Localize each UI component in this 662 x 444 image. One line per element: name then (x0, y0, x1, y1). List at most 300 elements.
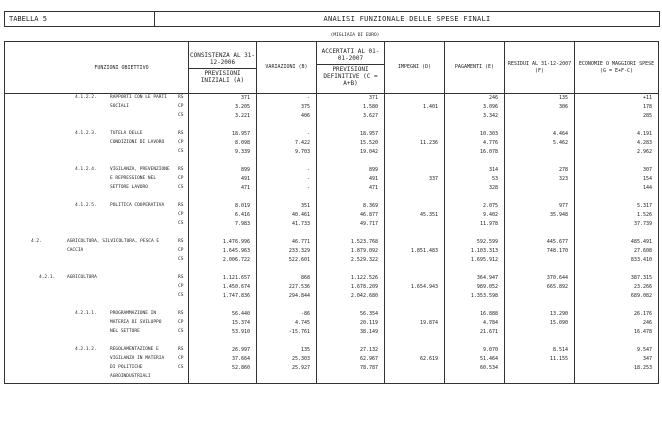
row-label-cell (5, 193, 189, 202)
value-col-c: 38.149 (317, 328, 385, 337)
value-col-a: 7.983 (189, 220, 257, 229)
value-col-e: 314 (445, 166, 505, 175)
row-description: TUTELA DELLE (110, 131, 143, 136)
value-col-b: - (257, 130, 317, 139)
table-row (5, 346, 659, 355)
value-col-b: 41.733 (257, 220, 317, 229)
value-col-c: 471 (317, 184, 385, 193)
value-col-g: 833.410 (575, 256, 659, 265)
value-col-e (445, 337, 505, 346)
value-col-a (189, 157, 257, 166)
value-col-d (385, 202, 445, 211)
value-col-c: 1.678.209 (317, 283, 385, 292)
value-col-a: 37.664 (189, 355, 257, 364)
value-col-b: 233.329 (257, 247, 317, 256)
value-col-a: 6.416 (189, 211, 257, 220)
value-col-f (505, 157, 575, 166)
value-col-d (385, 364, 445, 373)
value-col-b: 868 (257, 274, 317, 283)
value-col-c: 371 (317, 94, 385, 104)
row-subtype: CS (178, 329, 184, 334)
value-col-b (257, 121, 317, 130)
value-col-g: 387.315 (575, 274, 659, 283)
value-col-g: 485.491 (575, 238, 659, 247)
value-col-a (189, 193, 257, 202)
table-body (5, 94, 659, 384)
row-description: DI POLITICHE (110, 365, 143, 370)
value-col-c: 19.042 (317, 148, 385, 157)
value-col-d (385, 148, 445, 157)
value-col-d: 11.236 (385, 139, 445, 148)
header-col-a-bottom: PREVISIONI INIZIALI (A) (189, 68, 256, 84)
value-col-d (385, 337, 445, 346)
row-code: 4.1.2.5. (75, 203, 97, 208)
value-col-g: 27.608 (575, 247, 659, 256)
row-label-cell (5, 139, 189, 148)
value-col-g (575, 157, 659, 166)
value-col-f (505, 337, 575, 346)
row-description: SETTORE LAVORO (110, 185, 148, 190)
row-label-cell (5, 328, 189, 337)
row-label-cell (5, 337, 189, 346)
value-col-c (317, 301, 385, 310)
table-row (5, 220, 659, 229)
value-col-f: 977 (505, 202, 575, 211)
value-col-d (385, 373, 445, 384)
value-col-c: 8.369 (317, 202, 385, 211)
value-col-b: -86 (257, 310, 317, 319)
value-col-f (505, 220, 575, 229)
row-subtype: CP (178, 356, 184, 361)
value-col-e: 51.464 (445, 355, 505, 364)
value-col-d: 337 (385, 175, 445, 184)
table-title: ANALISI FUNZIONALE DELLE SPESE FINALI (323, 15, 491, 23)
value-col-c: 20.119 (317, 319, 385, 328)
row-description: RAPPORTI CON LE PARTI (110, 95, 167, 100)
value-col-d: 1.851.483 (385, 247, 445, 256)
table-row (5, 94, 659, 104)
table-row (5, 265, 659, 274)
table-row (5, 193, 659, 202)
value-col-d: 1.401 (385, 103, 445, 112)
value-col-e: 16.078 (445, 148, 505, 157)
row-subtype: CS (178, 185, 184, 190)
value-col-b: - (257, 184, 317, 193)
value-col-c: 62.967 (317, 355, 385, 364)
table-row (5, 292, 659, 301)
value-col-a (189, 229, 257, 238)
value-col-g: 307 (575, 166, 659, 175)
row-description: VIGILANZA, PREVENZIONE (110, 167, 170, 172)
table-row (5, 157, 659, 166)
value-col-d (385, 94, 445, 104)
value-col-f: 4.464 (505, 130, 575, 139)
table-row (5, 202, 659, 211)
value-col-d (385, 229, 445, 238)
value-col-a: 26.997 (189, 346, 257, 355)
value-col-c: 2.042.680 (317, 292, 385, 301)
value-col-g: 154 (575, 175, 659, 184)
value-col-f: 135 (505, 94, 575, 104)
value-col-c: 27.132 (317, 346, 385, 355)
row-label-cell (5, 247, 189, 256)
row-description: AGRICOLTURA, SILVICOLTURA, PESCA E (67, 239, 160, 244)
value-col-a: 1.747.836 (189, 292, 257, 301)
value-col-g: 4.283 (575, 139, 659, 148)
table-number: TABELLA 5 (5, 12, 155, 26)
row-description: REGOLAMENTAZIONE E (110, 347, 159, 352)
value-col-g: 347 (575, 355, 659, 364)
value-col-b (257, 373, 317, 384)
row-code: 4.1.2.2. (75, 95, 97, 100)
row-description: AGRICOLTURA (67, 275, 97, 280)
value-col-f: 13.290 (505, 310, 575, 319)
value-col-e (445, 121, 505, 130)
value-col-b: 375 (257, 103, 317, 112)
value-col-g: 23.266 (575, 283, 659, 292)
value-col-b: 227.536 (257, 283, 317, 292)
value-col-b: - (257, 94, 317, 104)
value-col-e (445, 229, 505, 238)
row-description: VIGILANZA IN MATERIA (110, 356, 165, 361)
value-col-g: 5.317 (575, 202, 659, 211)
row-code: 4.2. (31, 239, 42, 244)
value-col-d (385, 220, 445, 229)
row-subtype: RS (178, 311, 184, 316)
table-row (5, 211, 659, 220)
header-col-c-top: ACCERTATI AL 01-01-2007 (321, 48, 380, 62)
row-subtype: CS (178, 293, 184, 298)
value-col-b: 9.703 (257, 148, 317, 157)
value-col-f (505, 148, 575, 157)
row-description: SOCIALI (110, 104, 129, 109)
value-col-f (505, 364, 575, 373)
header-col-f: RESIDUI AL 31-12-2007 (F) (505, 42, 575, 94)
value-col-b: 351 (257, 202, 317, 211)
row-description: PROGRAMMAZIONE IN (110, 311, 157, 316)
value-col-a (189, 121, 257, 130)
header-col-c-bottom: PREVISIONI DEFINITIVE (C = A+B) (317, 64, 384, 87)
row-label-cell (5, 310, 189, 319)
value-col-e (445, 301, 505, 310)
table-row (5, 247, 659, 256)
row-subtype: CS (178, 257, 184, 262)
row-label-cell (5, 274, 189, 283)
row-subtype: CP (178, 212, 184, 217)
row-description: CACCIA (67, 248, 84, 253)
row-label-cell (5, 319, 189, 328)
value-col-g: 689.082 (575, 292, 659, 301)
value-col-b (257, 229, 317, 238)
value-col-d (385, 292, 445, 301)
row-description: E REPRESSIONE NEL (110, 176, 157, 181)
value-col-f (505, 121, 575, 130)
row-subtype: CP (178, 284, 184, 289)
table-row (5, 310, 659, 319)
value-col-b: 25.303 (257, 355, 317, 364)
value-col-g: 37.739 (575, 220, 659, 229)
row-label-cell (5, 211, 189, 220)
row-description: MATERIA DI SVILUPPO (110, 320, 162, 325)
row-subtype: CP (178, 140, 184, 145)
value-col-e: 364.947 (445, 274, 505, 283)
row-subtype: CP (178, 320, 184, 325)
value-col-c (317, 373, 385, 384)
value-col-a: 491 (189, 175, 257, 184)
value-col-g (575, 373, 659, 384)
value-col-f: 278 (505, 166, 575, 175)
row-label-cell (5, 184, 189, 193)
value-col-g: 246 (575, 319, 659, 328)
header-col-e: PAGAMENTI (E) (445, 42, 505, 94)
value-col-g (575, 337, 659, 346)
table-row (5, 319, 659, 328)
table-row (5, 139, 659, 148)
value-col-c: 1.580 (317, 103, 385, 112)
row-subtype: CS (178, 221, 184, 226)
value-col-d (385, 193, 445, 202)
row-label-cell (5, 364, 189, 373)
value-col-g (575, 229, 659, 238)
value-col-f (505, 301, 575, 310)
value-col-f: 15.090 (505, 319, 575, 328)
row-label-cell (5, 373, 189, 384)
value-col-e: 592.599 (445, 238, 505, 247)
value-col-b (257, 265, 317, 274)
value-col-e: 989.052 (445, 283, 505, 292)
value-col-d: 1.654.943 (385, 283, 445, 292)
value-col-a: 8.019 (189, 202, 257, 211)
row-subtype: RS (178, 239, 184, 244)
value-col-g (575, 301, 659, 310)
value-col-c: 46.877 (317, 211, 385, 220)
value-col-g: 16.478 (575, 328, 659, 337)
row-subtype: CP (178, 176, 184, 181)
value-col-b: - (257, 166, 317, 175)
value-col-a: 1.645.963 (189, 247, 257, 256)
header-col-a (189, 42, 257, 94)
table-row (5, 301, 659, 310)
value-col-g: 2.962 (575, 148, 659, 157)
value-col-d (385, 166, 445, 175)
value-col-d (385, 328, 445, 337)
header-col-g: ECONOMIE O MAGGIORI SPESE (G = E+F-C) (575, 42, 659, 94)
table-row (5, 229, 659, 238)
value-col-a: 8.098 (189, 139, 257, 148)
value-col-f (505, 256, 575, 265)
value-col-e: 9.402 (445, 211, 505, 220)
value-col-d (385, 112, 445, 121)
value-col-c: 1.523.768 (317, 238, 385, 247)
value-col-e: 53 (445, 175, 505, 184)
value-col-f (505, 265, 575, 274)
value-col-f: 665.892 (505, 283, 575, 292)
value-col-e: 3.096 (445, 103, 505, 112)
value-col-e: 4.776 (445, 139, 505, 148)
value-col-g: +11 (575, 94, 659, 104)
value-col-g: 1.526 (575, 211, 659, 220)
value-col-f: 306 (505, 103, 575, 112)
row-label-cell (5, 130, 189, 139)
value-col-b: 406 (257, 112, 317, 121)
row-subtype: RS (178, 347, 184, 352)
row-subtype: RS (178, 275, 184, 280)
row-label-cell (5, 94, 189, 104)
value-col-b: -15.761 (257, 328, 317, 337)
value-col-c: 15.520 (317, 139, 385, 148)
row-label-cell (5, 346, 189, 355)
table-row (5, 373, 659, 384)
value-col-e: 21.671 (445, 328, 505, 337)
value-col-a: 371 (189, 94, 257, 104)
unit-caption: (MIGLIAIA DI EURO) (330, 33, 380, 38)
value-col-e: 16.888 (445, 310, 505, 319)
value-col-g (575, 265, 659, 274)
value-col-a: 1.450.674 (189, 283, 257, 292)
header-col-d: IMPEGNI (D) (385, 42, 445, 94)
row-code: 4.1.2.3. (75, 131, 97, 136)
row-subtype: CS (178, 113, 184, 118)
row-subtype: CP (178, 104, 184, 109)
value-col-c: 899 (317, 166, 385, 175)
value-col-d (385, 256, 445, 265)
value-col-b: 25.927 (257, 364, 317, 373)
value-col-f (505, 328, 575, 337)
value-col-c: 18.957 (317, 130, 385, 139)
value-col-b: 46.771 (257, 238, 317, 247)
value-col-f: 748.170 (505, 247, 575, 256)
value-col-g: 4.191 (575, 130, 659, 139)
value-col-a: 9.339 (189, 148, 257, 157)
value-col-a: 2.006.722 (189, 256, 257, 265)
row-subtype: RS (178, 167, 184, 172)
value-col-f (505, 373, 575, 384)
row-label-cell (5, 175, 189, 184)
value-col-a: 53.910 (189, 328, 257, 337)
value-col-c: 2.529.322 (317, 256, 385, 265)
value-col-e (445, 193, 505, 202)
value-col-c: 78.787 (317, 364, 385, 373)
value-col-e: 1.353.598 (445, 292, 505, 301)
value-col-e (445, 265, 505, 274)
value-col-a: 15.374 (189, 319, 257, 328)
value-col-a (189, 265, 257, 274)
value-col-a: 56.440 (189, 310, 257, 319)
value-col-d (385, 310, 445, 319)
row-subtype: CS (178, 365, 184, 370)
row-label-cell (5, 256, 189, 265)
table-row (5, 283, 659, 292)
value-col-b: - (257, 175, 317, 184)
value-col-e: 328 (445, 184, 505, 193)
value-col-e (445, 373, 505, 384)
value-col-e: 2.075 (445, 202, 505, 211)
value-col-d (385, 265, 445, 274)
table-row (5, 103, 659, 112)
row-subtype: RS (178, 131, 184, 136)
value-col-b: 4.745 (257, 319, 317, 328)
value-col-d (385, 121, 445, 130)
table-title-bar (4, 11, 660, 27)
row-label-cell (5, 166, 189, 175)
table-row (5, 355, 659, 364)
value-col-a: 471 (189, 184, 257, 193)
value-col-e: 246 (445, 94, 505, 104)
row-description: AGROINDUSTRIALI (110, 374, 151, 379)
row-subtype: CS (178, 149, 184, 154)
value-col-f (505, 292, 575, 301)
table-row (5, 337, 659, 346)
row-label-cell (5, 355, 189, 364)
value-col-d: 19.874 (385, 319, 445, 328)
table-row (5, 130, 659, 139)
row-subtype: RS (178, 203, 184, 208)
value-col-c: 49.717 (317, 220, 385, 229)
value-col-e (445, 157, 505, 166)
value-col-b: 40.461 (257, 211, 317, 220)
value-col-a: 1.476.996 (189, 238, 257, 247)
row-label-cell (5, 229, 189, 238)
row-description: CONDIZIONI DI LAVORO (110, 140, 165, 145)
table-row (5, 112, 659, 121)
value-col-c (317, 337, 385, 346)
row-code: 4.2.1. (39, 275, 56, 280)
value-col-c: 3.627 (317, 112, 385, 121)
value-col-d: 62.619 (385, 355, 445, 364)
value-col-d (385, 274, 445, 283)
value-col-g: 285 (575, 112, 659, 121)
value-col-a: 18.957 (189, 130, 257, 139)
value-col-e: 1.695.912 (445, 256, 505, 265)
value-col-c: 1.122.526 (317, 274, 385, 283)
table-row (5, 274, 659, 283)
value-col-d (385, 130, 445, 139)
header-funzioni: FUNZIONI OBIETTIVO (5, 42, 189, 94)
value-col-b (257, 337, 317, 346)
value-col-b: 522.601 (257, 256, 317, 265)
value-col-d (385, 157, 445, 166)
table-row (5, 328, 659, 337)
table-row (5, 238, 659, 247)
row-label-cell (5, 148, 189, 157)
expense-table (4, 41, 659, 384)
header-col-c (317, 42, 385, 94)
value-col-f (505, 112, 575, 121)
table-row (5, 121, 659, 130)
value-col-f (505, 229, 575, 238)
row-label-cell (5, 157, 189, 166)
value-col-e: 9.070 (445, 346, 505, 355)
value-col-f: 11.155 (505, 355, 575, 364)
value-col-f: 323 (505, 175, 575, 184)
value-col-c: 491 (317, 175, 385, 184)
row-label-cell (5, 121, 189, 130)
value-col-a (189, 301, 257, 310)
value-col-c: 1.879.092 (317, 247, 385, 256)
value-col-a: 1.121.657 (189, 274, 257, 283)
row-label-cell (5, 283, 189, 292)
value-col-g (575, 121, 659, 130)
value-col-d (385, 238, 445, 247)
row-description: POLITICA COOPERATIVA (110, 203, 165, 208)
table-row (5, 184, 659, 193)
value-col-c (317, 229, 385, 238)
value-col-a: 899 (189, 166, 257, 175)
value-col-f: 35.948 (505, 211, 575, 220)
value-col-e: 10.303 (445, 130, 505, 139)
row-description: NEL SETTORE (110, 329, 140, 334)
value-col-a (189, 337, 257, 346)
